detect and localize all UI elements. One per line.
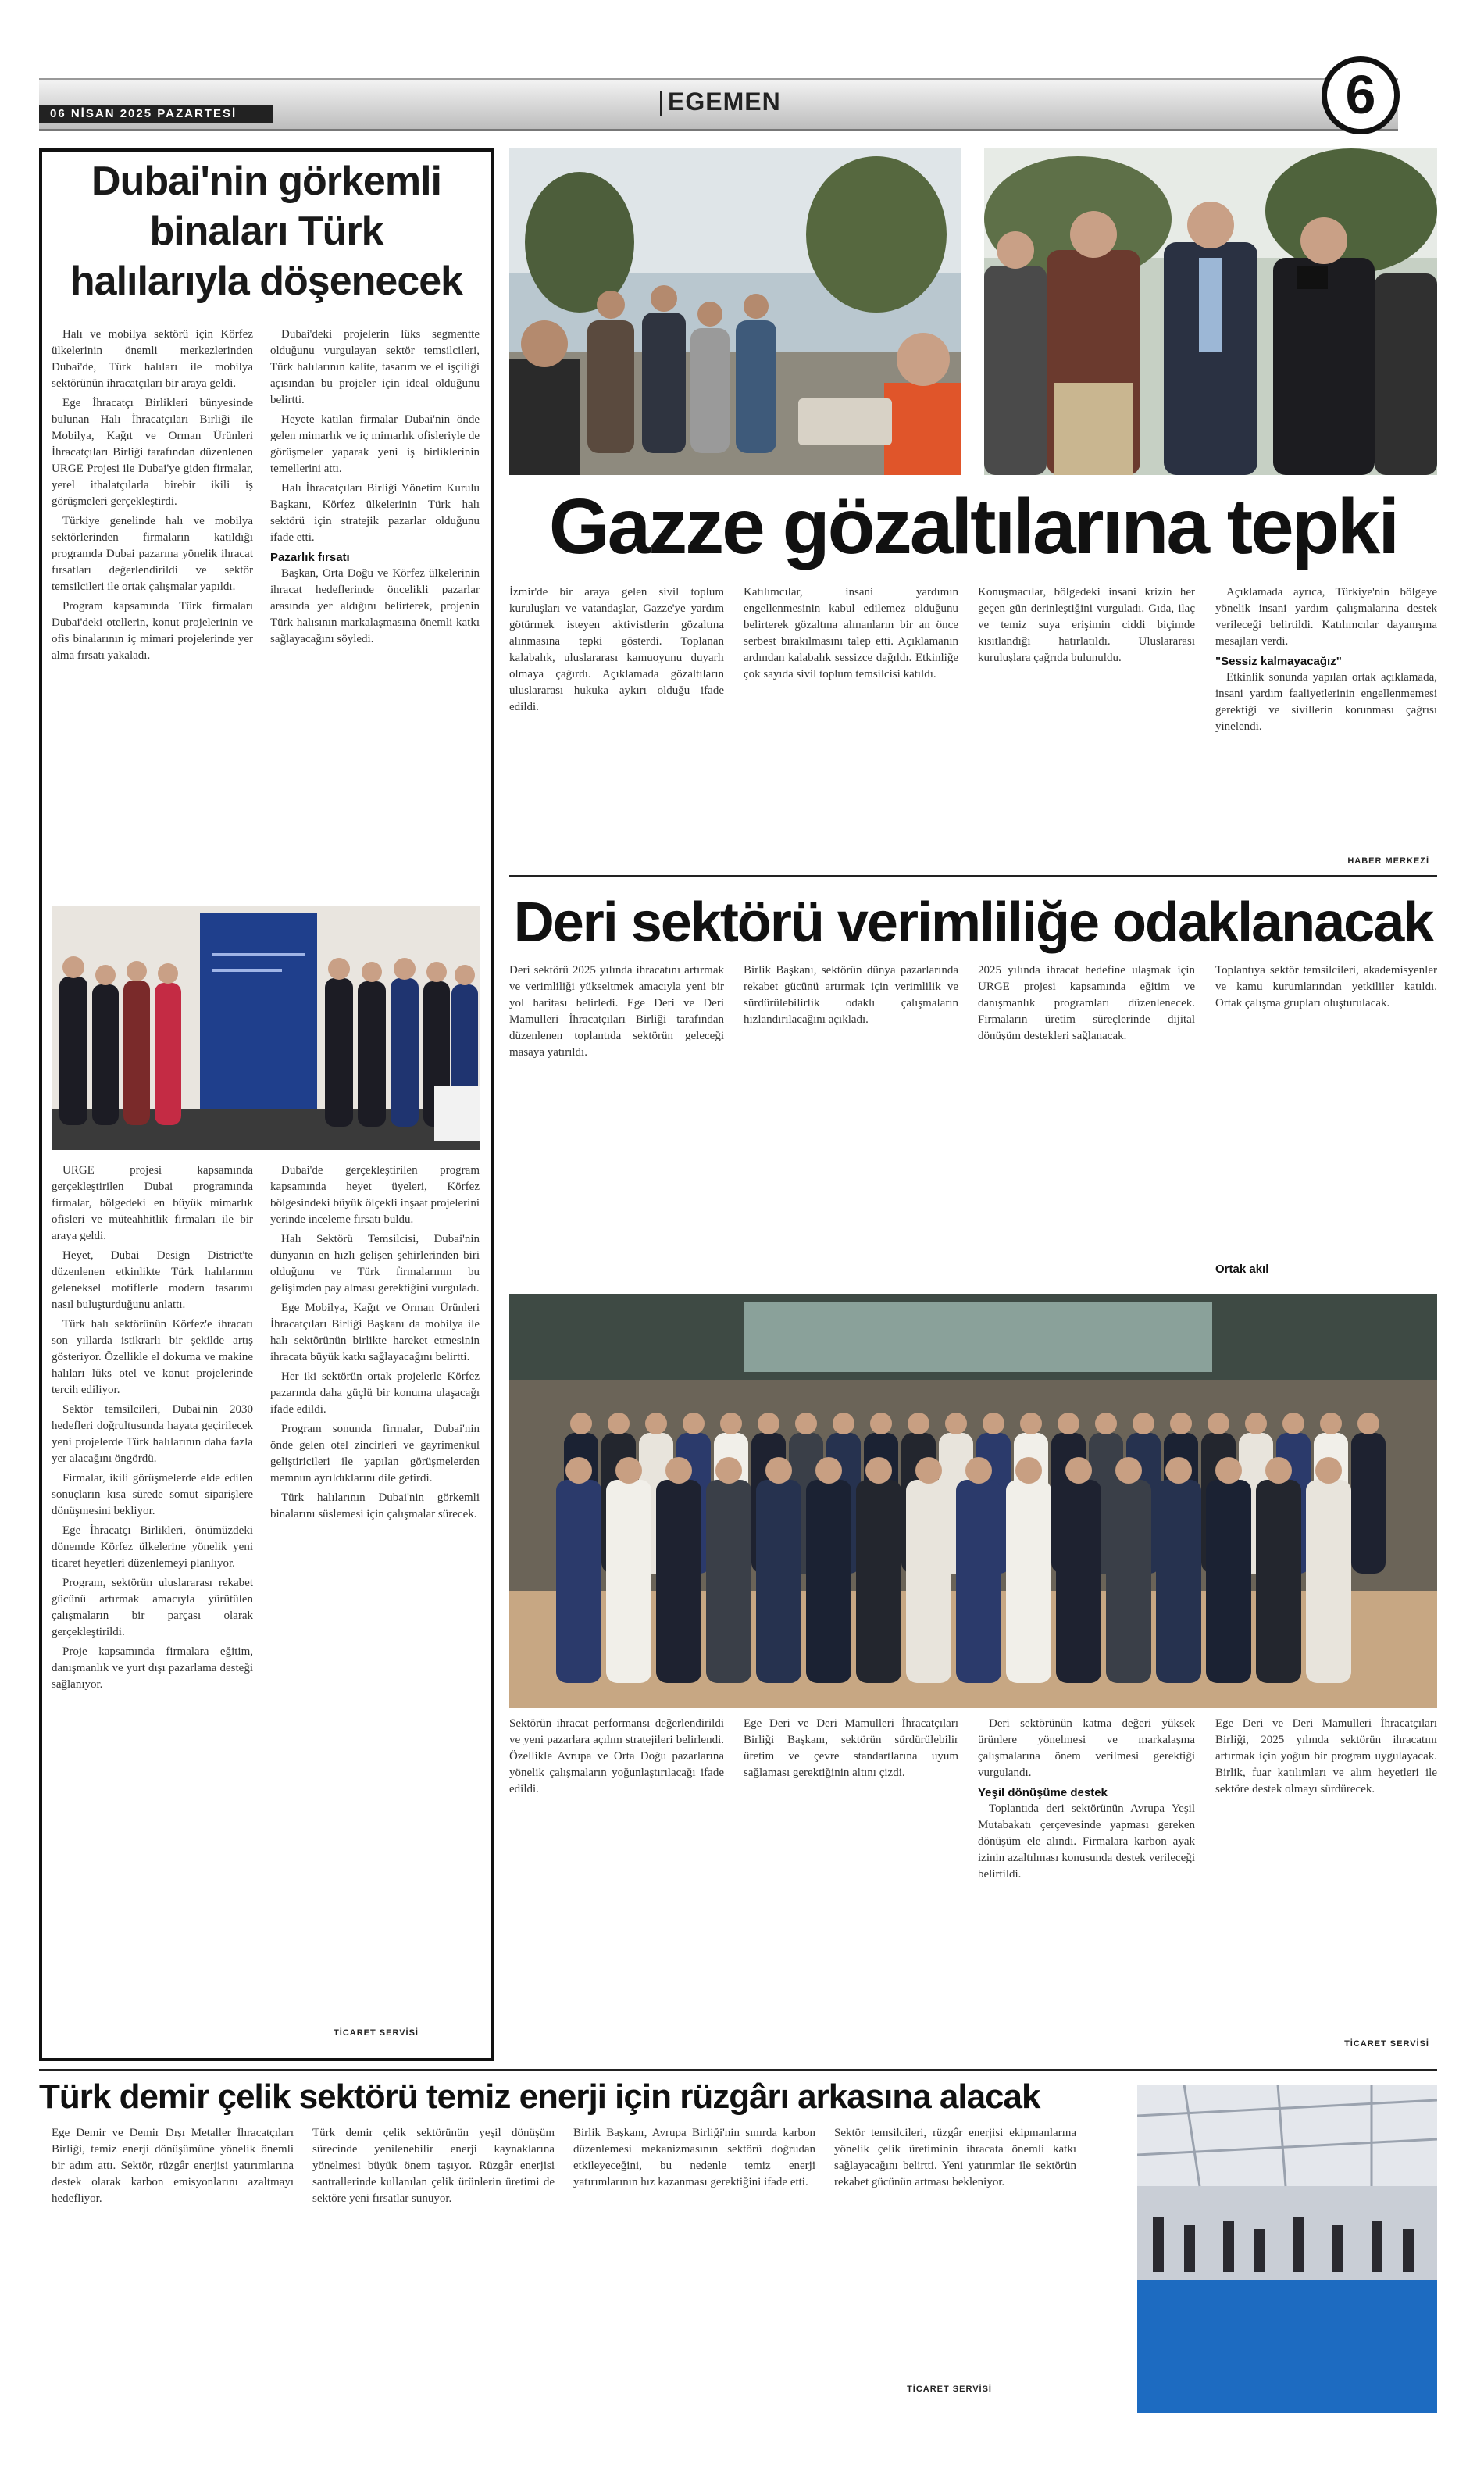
steel-col-2: Türk demir çelik sektörünün yeşil dönüşüm sürecinde yenilenebilir enerji kaynaklarına yönelmesi büyük önem taşıyor. Rüzgâr enerjisi santrallerinde kullanılan çelik ürünlerin üretimi de sektöre yeni fırsatlar sunuyor. (312, 2127, 555, 2205)
paragraph: Proje kapsamında firmalara eğitim, danışmanlık ve yurt dışı pazarlama desteği sağlanıyor. (52, 1645, 253, 1691)
steel-col-4: Sektör temsilcileri, rüzgâr enerjisi ekipmanlarına yönelik çelik üretiminin ihracata önemli katkı sağlayacağını belirtti. Yeni yatırımlar ile sektörün rekabet gücünün artması bekleniyor. (834, 2127, 1076, 2188)
paragraph: Firmalar, ikili görüşmelerde elde edilen sonuçların kısa sürede somut siparişlere dönüşmesini bekliyor. (52, 1472, 253, 1517)
divider (39, 2069, 1437, 2071)
steel-byline: TİCARET SERVİSİ (907, 2385, 992, 2394)
leather-bottom-col-4: Ege Deri ve Deri Mamulleri İhracatçıları Birliği, 2025 yılında sektörün ihracatını artırmak için yoğun bir program uygulayacak. Birlik, fuar katılımları ve alım heyetleri ile sektöre destek olmayı sürdürecek. (1215, 1717, 1437, 1795)
gaza-byline: HABER MERKEZİ (1347, 856, 1429, 866)
dubai-col2-top (270, 327, 480, 889)
paragraph: Program, sektörün uluslararası rekabet gücünü artırmak amacıyla yürütülen çalışmaların bir parçası olarak gerçekleştirildi. (52, 1577, 253, 1638)
paragraph: Program sonunda firmalar, Dubai'nin önde gelen otel zincirleri ve gayrimenkul geliştiricileri ile yapılan görüşmelerden memnun ayrıldıklarını dile getirdi. (270, 1423, 480, 1484)
leather-col-2: Birlik Başkanı, sektörün dünya pazarlarında rekabet gücünü artırmak için verimlilik ve sürdürülebilirlik odaklı çalışmaların hızlandırılacağını açıkladı. (744, 964, 958, 1026)
leather-col-1: Deri sektörü 2025 yılında ihracatını artırmak ve verimliliği yükseltmek amacıyla yeni bir yol haritası belirledi. Ege Deri ve Deri Mamulleri İhracatçıları Birliği tarafından düzenlenen toplantıda sektörün geleceği masaya yatırıldı. (509, 964, 724, 1059)
divider (509, 875, 1437, 877)
leather-headline: Deri sektörü verimliliğe odaklanacak (513, 891, 1433, 954)
paragraph: Dubai'deki projelerin lüks segmentte olduğunu vurgulayan sektör temsilcileri, Türk halılarının kalite, tasarım ve el işçiliği açısından bu projeler için ideal olduğunu belirtti. (270, 328, 480, 406)
paragraph: Sektör temsilcileri, Dubai'nin 2030 hedefleri doğrultusunda hayata geçirilecek yeni projelerde Türk halılarının daha fazla yer alacağını öngördü. (52, 1403, 253, 1465)
paragraph: Heyete katılan firmalar Dubai'nin önde gelen mimarlık ve iç mimarlık ofisleriyle de görüşmeler yaparak yeni iş birliklerinin temellerini attı. (270, 413, 480, 475)
page-number: 6 (1322, 56, 1400, 134)
paragraph: Açıklamada ayrıca, Türkiye'nin bölgeye yönelik insani yardım çalışmalarına destek verileceği belirtildi. Katılımcılar dayanışma mesajları verdi. (1215, 586, 1437, 648)
leather-bottom-col-2: Ege Deri ve Deri Mamulleri İhracatçıları Birliği Başkanı, sektörün sürdürülebilir üretim ve çevre standartlarına uyum sağlaması gerektiğinin altını çizdi. (744, 1717, 958, 1779)
gaza-subhead: "Sessiz kalmayacağız" (1215, 655, 1342, 668)
paragraph: Etkinlik sonunda yapılan ortak açıklamada, insani yardım faaliyetlerinin engellenmemesi gerektiği ve sivillerin korunması çağrısı yinelendi. (1215, 671, 1437, 733)
paragraph: Halı ve mobilya sektörü için Körfez ülkelerinin önemli merkezlerinden Dubai'de, Türk halıları ile mobilya sektörünün ihracatçıları bir araya geldi. (52, 328, 253, 390)
gaza-col-3: Konuşmacılar, bölgedeki insani krizin her geçen gün derinleştiğini vurguladı. Gıda, ilaç ve temiz suya erişimin ciddi biçimde kısıtlandığı hatırlatıldı. Uluslararası kuruluşlara çağrıda bulunuldu. (978, 586, 1195, 664)
steel-col-1: Ege Demir ve Demir Dışı Metaller İhracatçıları Birliği, temiz enerji dönüşümüne yönelik önemli bir adım attı. Sektör, rüzgâr enerjisi yatırımlarına destek olarak karbon emisyonlarını azaltmayı hedefliyor. (52, 2127, 294, 2205)
leather-bottom-col-1: Sektörün ihracat performansı değerlendirildi ve yeni pazarlara açılım stratejileri belirlendi. Özellikle Avrupa ve Orta Doğu pazarlarına yönelik çalışmaların yoğunlaştırılacağı ifade edildi. (509, 1717, 724, 1795)
paragraph: Türkiye genelinde halı ve mobilya sektörlerinden firmaların katıldığı programda Dubai pazarına yönelik ihracat fırsatları değerlendirildi ve sektör temsilcileri ile ortak çalışmalar yapıldı. (52, 515, 253, 593)
leather-col-4: Toplantıya sektör temsilcileri, akademisyenler ve kamu kurumlarından yetkililer katıldı. Ortak çalışma grupları oluşturulacak. (1215, 964, 1437, 1009)
paragraph: Ege İhracatçı Birlikleri, önümüzdeki dönemde Körfez ülkelerine yönelik yeni ticaret heyetleri düzenlemeyi planlıyor. (52, 1524, 253, 1570)
paragraph: Her iki sektörün ortak projelerle Körfez pazarında daha güçlü bir konuma ulaşacağı ifade edildi. (270, 1370, 480, 1416)
gaza-crowd-photo (509, 148, 961, 475)
paragraph: Ege İhracatçı Birlikleri bünyesinde bulunan Halı İhracatçıları Birliği ile Mobilya, Kağıt ve Orman Ürünleri İhracatçıları Birliği tarafından düzenlenen URGE Projesi ile Dubai'ye giden firmalar, yerel ithalatçılarla birebir ikili iş görüşmeleri gerçekleştirdi. (52, 397, 253, 508)
dubai-group-photo (52, 906, 480, 1150)
leather-subhead-1: Yeşil dönüşüme destek (978, 1786, 1108, 1799)
leather-col-3: 2025 yılında ihracat hedefine ulaşmak için URGE projesi kapsamında eğitim ve danışmanlık programları düzenlenecek. Firmaların üretim süreçlerinde dijital dönüşüm destekleri sağlanacak. (978, 964, 1195, 1042)
gaza-col-4 (1215, 584, 1437, 859)
paragraph: URGE projesi kapsamında gerçekleştirilen Dubai programında firmalar, bölgedeki en büyük mimarlık ofisleri ve müteahhitlik firmaları ile bir araya geldi. (52, 1164, 253, 1242)
leather-subhead-2: Ortak akıl (1215, 1263, 1269, 1276)
gaza-col-1: İzmir'de bir araya gelen sivil toplum kuruluşları ve vatandaşlar, Gazze'ye yardım götürmek isteyen aktivistlerin gözaltına alınmasına tepki gösterdi. Toplanan kalabalık, uluslararası kamuoyunu duyarlı olmaya çağırdı. Açıklamada gözaltıların uluslararası hukuka aykırı olduğu ifade edildi. (509, 586, 724, 713)
gaza-headline: Gazze gözaltılarına tepki (548, 483, 1398, 570)
leather-bottom-col-3 (978, 1716, 1195, 2048)
paragraph: Program kapsamında Türk firmaları Dubai'deki otellerin, konut projelerinin ve ofis binalarının iç mimari projelerinde yer alma fırsatı yakaladı. (52, 600, 253, 662)
steel-exhibition-photo (1137, 2085, 1437, 2413)
paragraph: Türk halılarının Dubai'nin görkemli binalarını süslemesi için çalışmalar sürecek. (270, 1491, 480, 1520)
leather-byline: TİCARET SERVİSİ (1344, 2039, 1429, 2049)
paragraph: Heyet, Dubai Design District'te düzenlenen etkinlikte Türk halılarının geleneksel motiflerle modern tasarımı nasıl buluşturduğunu anlattı. (52, 1249, 253, 1311)
dubai-col1-top (52, 327, 253, 889)
paragraph: Halı İhracatçıları Birliği Yönetim Kurulu Başkanı, Körfez ülkelerinin Türk halı sektörü için stratejik pazarlar olduğunu ifade etti. (270, 482, 480, 544)
paragraph: Toplantıda deri sektörünün Avrupa Yeşil Mutabakatı çerçevesinde yapması gereken dönüşüm ele alındı. Firmalara karbon ayak izinin azaltılması konusunda destek verileceği belirtildi. (978, 1802, 1195, 1881)
gaza-speakers-photo (984, 148, 1437, 475)
gaza-col-2: Katılımcılar, insani yardımın engellenmesinin kabul edilemez olduğunu belirterek gözaltına alınanların bir an önce serbest bırakılmasını talep etti. Açıklamanın ardından kalabalık sessizce dağıldı. Etkinliğe çok sayıda sivil toplum temsilcisi katıldı. (744, 586, 958, 681)
issue-date: 06 NİSAN 2025 PAZARTESİ (39, 105, 273, 123)
paragraph: Deri sektörünün katma değeri yüksek ürünlere yönelmesi ve markalaşma çalışmalarına önem verilmesi gerektiği vurgulandı. (978, 1717, 1195, 1779)
paragraph: Halı Sektörü Temsilcisi, Dubai'nin dünyanın en hızlı gelişen şehirlerinden biri olduğunu ve Türk firmalarının bu gelişimden pay alması gerektiğini vurguladı. (270, 1233, 480, 1295)
dubai-subhead: Pazarlık fırsatı (270, 551, 350, 564)
steel-col-3: Birlik Başkanı, Avrupa Birliği'nin sınırda karbon düzenlemesi mekanizmasının sektörü doğrudan etkileyeceğini, bu nedenle temiz enerji yatırımlarının hız kazanması gerektiğini ifade etti. (573, 2127, 815, 2188)
dubai-col1-bottom (52, 1163, 253, 2030)
paragraph: Ege Mobilya, Kağıt ve Orman Ürünleri İhracatçıları Birliği Başkanı da mobilya ile halı sektörünün birlikte hareket etmesinin ihracata büyük katkı sağlayacağını belirtti. (270, 1302, 480, 1363)
dubai-headline: Dubai'nin görkemli binaları Türk halılarıyla döşenecek (70, 159, 463, 304)
paragraph: Türk halı sektörünün Körfez'e ihracatı son yıllarda istikrarlı bir şekilde artış gösteriyor. Özellikle el dokuma ve makine halıları lüks otel ve konut projelerinde tercih ediliyor. (52, 1318, 253, 1396)
leather-group-photo (509, 1294, 1437, 1708)
dubai-col2-bottom (270, 1163, 480, 2022)
steel-headline: Türk demir çelik sektörü temiz enerji için rüzgârı arkasına alacak (39, 2077, 1040, 2116)
dubai-byline: TİCARET SERVİSİ (334, 2028, 419, 2038)
paragraph: Başkan, Orta Doğu ve Körfez ülkelerinin ihracat hedeflerinde öncelikli pazarlar arasında yer aldığını belirterek, projenin Türk halısının markalaşmasına önemli katkı sağlayacağını söyledi. (270, 567, 480, 645)
newspaper-name: EGEMEN (668, 88, 824, 119)
paragraph: Dubai'de gerçekleştirilen program kapsamında heyet üyeleri, Körfez bölgesindeki büyük ölçekli inşaat projelerini yerinde inceleme fırsatı buldu. (270, 1164, 480, 1226)
